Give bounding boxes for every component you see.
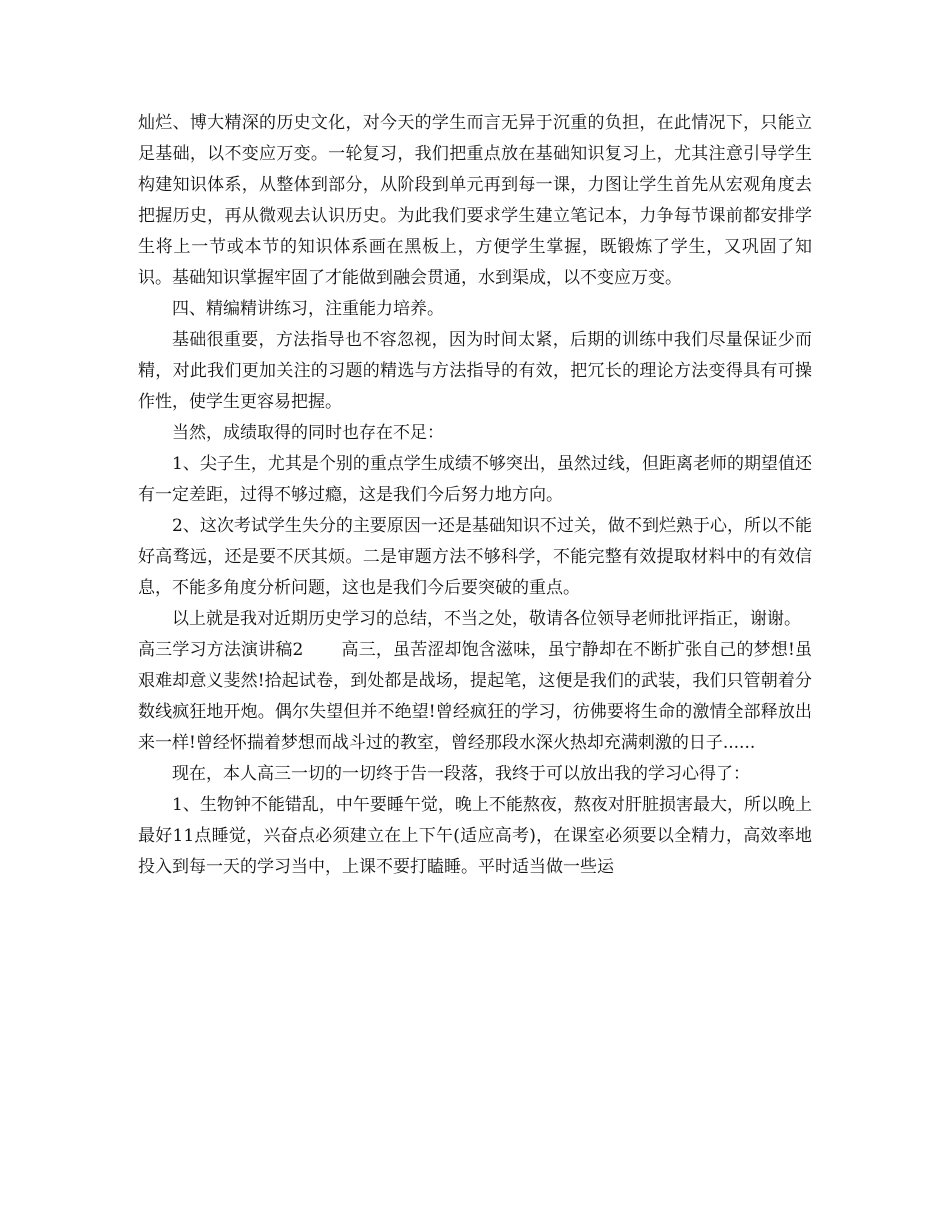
paragraph-method-guidance: 基础很重要，方法指导也不容忽视，因为时间太紧，后期的训练中我们尽量保证少而精，对此我们更加关注的习题的精选与方法指导的有效，把冗长的理论方法变得具有可操作性，使学生更容易把握。 <box>138 330 812 412</box>
section-text: 高三，虽苦涩却饱含滋味，虽宁静却在不断扩张自己的梦想!虽艰难却意义斐然!拾起试卷，到处都是战场，提起笔，这便是我们的武装，我们只管朝着分数线疯狂地开炮。偶尔失望但并不绝望!曾经疯狂的学习，彷佛要将生命的激情全部释放出来一样!曾经怀揣着梦想而战斗过的教室，曾经那段水深火热却充满刺激的日子...... <box>138 640 812 753</box>
document-page <box>138 108 812 883</box>
paragraph-shortcomings-intro: 当然，成绩取得的同时也存在不足： <box>172 423 444 443</box>
section-paragraph <box>138 635 812 759</box>
paragraph-tip-1: 1、生物钟不能错乱，中午要睡午觉，晚上不能熬夜，熬夜对肝脏损害最大，所以晚上最好11点睡觉，兴奋点必须建立在上下午(适应高考)，在课室必须要以全精力，高效率地投入到每一天的学习当中，上课不要打瞌睡。平时适当做一些运 <box>138 795 812 877</box>
paragraph-continuation: 灿烂、博大精深的历史文化，对今天的学生而言无异于沉重的负担，在此情况下，只能立足基础，以不变应万变。一轮复习，我们把重点放在基础知识复习上，尤其注意引导学生构建知识体系，从整体到部分，从阶段到单元再到每一课，力图让学生首先从宏观角度去把握历史，再从微观去认识历史。为此我们要求学生建立笔记本，力争每节课前都安排学生将上一节或本节的知识体系画在黑板上，方便学生掌握，既锻炼了学生，又巩固了知识。基础知识掌握牢固了才能做到融会贯通，水到渠成，以不变应万变。 <box>138 113 812 288</box>
section-heading: 高三学习方法演讲稿2 <box>138 640 304 660</box>
paragraph-now: 现在，本人高三一切的一切终于告一段落，我终于可以放出我的学习心得了： <box>172 764 750 784</box>
paragraph-shortcoming-1: 1、尖子生，尤其是个别的重点学生成绩不够突出，虽然过线，但距离老师的期望值还有一定差距，过得不够过瘾，这是我们今后努力地方向。 <box>138 454 812 505</box>
paragraph-conclusion: 以上就是我对近期历史学习的总结，不当之处，敬请各位领导老师批评指正，谢谢。 <box>172 609 801 629</box>
paragraph-shortcoming-2: 2、这次考试学生失分的主要原因一还是基础知识不过关，做不到烂熟于心，所以不能好高骛远，还是要不厌其烦。二是审题方法不够科学，不能完整有效提取材料中的有效信息，不能多角度分析问题，这也是我们今后要突破的重点。 <box>138 516 812 598</box>
section-four-heading: 四、精编精讲练习，注重能力培养。 <box>172 299 444 319</box>
